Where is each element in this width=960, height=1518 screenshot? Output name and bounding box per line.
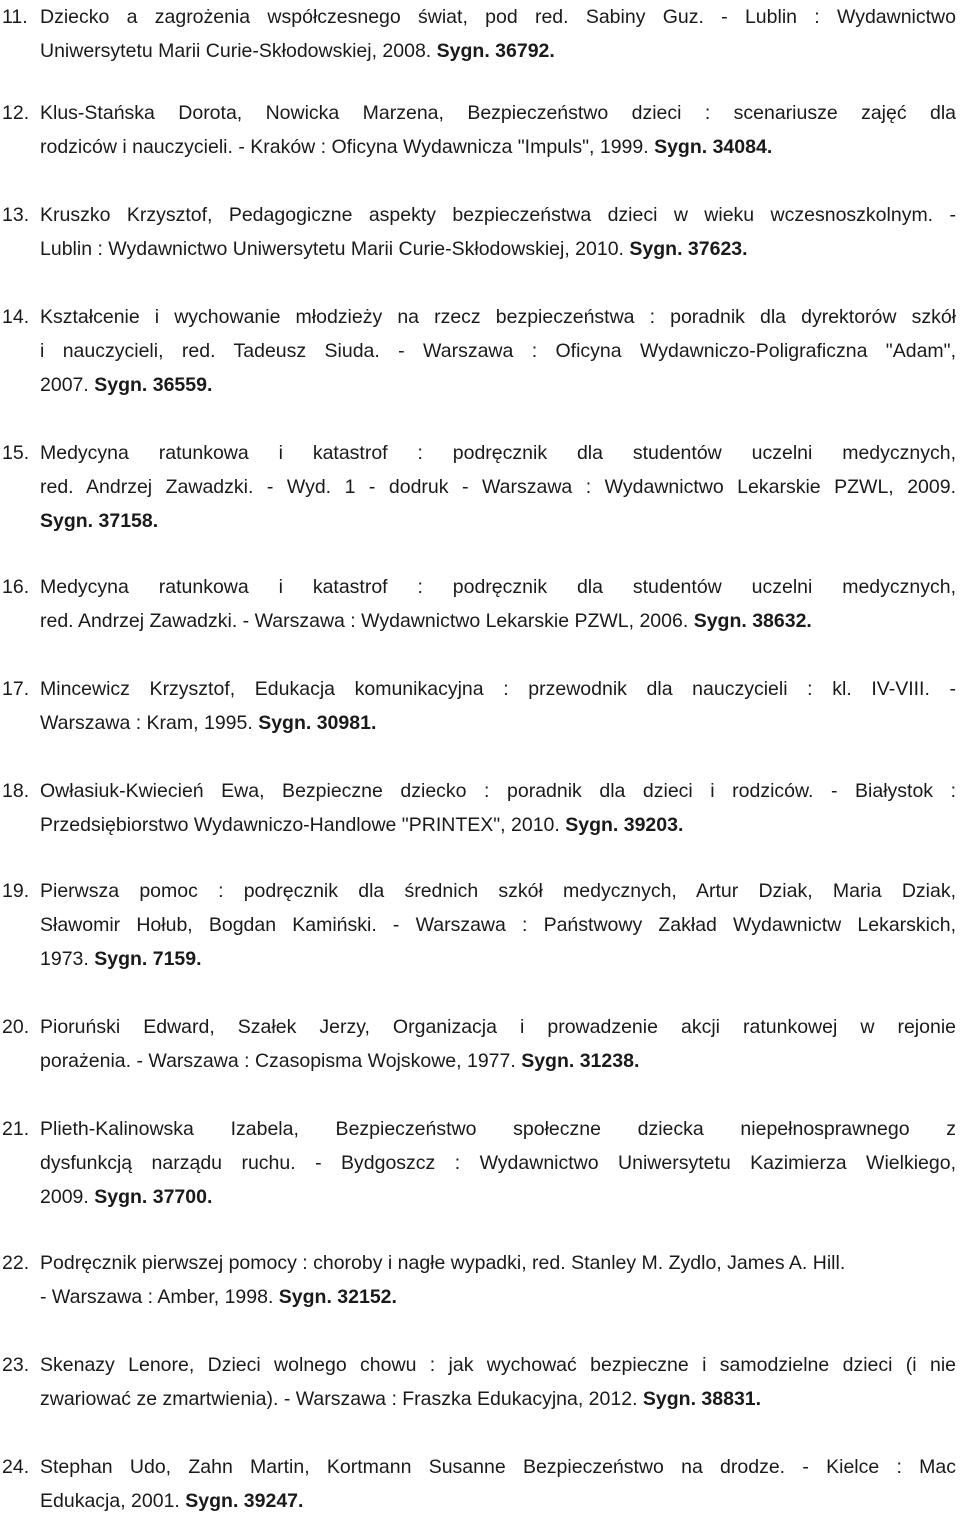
entry-text: Warszawa : Kram, 1995. [40, 712, 253, 734]
entry-text: Mincewicz Krzysztof, Edukacja komunikacyjna : przewodnik dla nauczycieli : kl. IV-VIII. - [40, 678, 956, 700]
entry-line [40, 908, 956, 942]
entry-line [40, 874, 956, 908]
entry-line [40, 368, 956, 402]
bibliography-entry [0, 774, 956, 842]
entry-text: Pierwsza pomoc : podręcznik dla średnich szkół medycznych, Artur Dziak, Maria Dziak, [40, 880, 956, 902]
entry-text: Owłasiuk-Kwiecień Ewa, Bezpieczne dziecko : poradnik dla dzieci i rodziców. - Białystok : [40, 780, 956, 802]
entry-text: porażenia. - Warszawa : Czasopisma Wojskowe, 1977. [40, 1050, 516, 1072]
call-number: Sygn. 31238. [521, 1050, 640, 1072]
entry-line [40, 436, 956, 470]
entry-text: Pioruński Edward, Szałek Jerzy, Organizacja i prowadzenie akcji ratunkowej w rejonie [40, 1016, 956, 1038]
entry-line [40, 808, 956, 842]
entry-line [40, 0, 956, 34]
entry-text: Lublin : Wydawnictwo Uniwersytetu Marii Curie-Skłodowskiej, 2010. [40, 238, 624, 260]
entry-line [40, 1246, 956, 1280]
bibliography-entry [0, 436, 956, 538]
entry-text: Stephan Udo, Zahn Martin, Kortmann Susanne Bezpieczeństwo na drodze. - Kielce : Mac [40, 1456, 956, 1478]
entry-line [40, 942, 956, 976]
call-number: Sygn. 38831. [642, 1388, 762, 1410]
call-number: Sygn. 37623. [629, 238, 748, 260]
call-number: Sygn. 36559. [94, 374, 213, 396]
entry-number: 14. [2, 306, 30, 328]
entry-line [40, 706, 956, 740]
call-number: Sygn. 39203. [565, 814, 684, 836]
entry-line [40, 672, 956, 706]
entry-line [40, 300, 956, 334]
entry-line [40, 1382, 956, 1416]
entry-number: 23. [2, 1354, 30, 1376]
call-number: Sygn. 39247. [185, 1490, 304, 1512]
entry-text: red. Andrzej Zawadzki. - Wyd. 1 - dodruk - Warszawa : Wydawnictwo Lekarskie PZWL, 2009. [40, 476, 956, 498]
entry-line [40, 1484, 956, 1518]
entry-line [40, 774, 956, 808]
call-number: Sygn. 36792. [436, 40, 555, 62]
bibliography-entry [0, 672, 956, 740]
entry-text: zwariować ze zmartwienia). - Warszawa : Fraszka Edukacyjna, 2012. [40, 1388, 638, 1410]
bibliography-entry [0, 1112, 956, 1214]
call-number: Sygn. 30981. [258, 712, 377, 734]
entry-number: 11. [2, 6, 28, 28]
entry-number: 12. [2, 102, 30, 124]
entry-line [40, 1348, 956, 1382]
entry-line [40, 1146, 956, 1180]
entry-number: 18. [2, 780, 30, 802]
entry-text: Przedsiębiorstwo Wydawniczo-Handlowe "PRINTEX", 2010. [40, 814, 560, 836]
bibliography-entry [0, 1450, 956, 1518]
entry-number: 20. [2, 1016, 30, 1038]
bibliography-entry [0, 0, 956, 68]
entry-line [40, 1010, 956, 1044]
entry-text: Edukacja, 2001. [40, 1490, 180, 1512]
entry-line [40, 96, 956, 130]
entry-text: Kruszko Krzysztof, Pedagogiczne aspekty bezpieczeństwa dzieci w wieku wczesnoszkolnym. - [40, 204, 956, 226]
entry-text: dysfunkcją narządu ruchu. - Bydgoszcz : Wydawnictwo Uniwersytetu Kazimierza Wielkiego, [40, 1152, 956, 1174]
bibliography-entry [0, 874, 956, 976]
entry-text: rodziców i nauczycieli. - Kraków : Oficyna Wydawnicza "Impuls", 1999. [40, 136, 649, 158]
entry-text: 2009. [40, 1186, 89, 1208]
entry-text: Uniwersytetu Marii Curie-Skłodowskiej, 2008. [40, 40, 432, 62]
entry-text: Kształcenie i wychowanie młodzieży na rzecz bezpieczeństwa : poradnik dla dyrektorów szkół [40, 306, 956, 328]
entry-line [40, 232, 956, 266]
bibliography-entry [0, 1348, 956, 1416]
entry-line [40, 604, 956, 638]
entry-text: 2007. [40, 374, 89, 396]
entry-line [40, 34, 956, 68]
call-number: Sygn. 7159. [94, 948, 202, 970]
entry-number: 21. [2, 1118, 30, 1140]
entry-text: Medycyna ratunkowa i katastrof : podręcznik dla studentów uczelni medycznych, [40, 576, 956, 598]
call-number: Sygn. 32152. [278, 1286, 397, 1308]
entry-line [40, 1180, 956, 1214]
entry-number: 19. [2, 880, 30, 902]
entry-text: Dziecko a zagrożenia współczesnego świat, pod red. Sabiny Guz. - Lublin : Wydawnictwo [40, 6, 956, 28]
entry-number: 15. [2, 442, 30, 464]
bibliography-entry [0, 96, 956, 164]
bibliography-entry [0, 1010, 956, 1078]
bibliography-entry [0, 300, 956, 402]
bibliography-entry [0, 1246, 956, 1314]
entry-text: 1973. [40, 948, 89, 970]
entry-number: 13. [2, 204, 30, 226]
entry-text: red. Andrzej Zawadzki. - Warszawa : Wydawnictwo Lekarskie PZWL, 2006. [40, 610, 689, 632]
entry-text: Skenazy Lenore, Dzieci wolnego chowu : jak wychować bezpieczne i samodzielne dzieci (i nie [40, 1354, 956, 1376]
entry-text: i nauczycieli, red. Tadeusz Siuda. - Warszawa : Oficyna Wydawniczo-Poligraficzna "Adam", [40, 340, 956, 362]
entry-text: Podręcznik pierwszej pomocy : choroby i nagłe wypadki, red. Stanley M. Zydlo, James A. Hill. [40, 1252, 846, 1274]
entry-number: 17. [2, 678, 30, 700]
bibliography-entry [0, 198, 956, 266]
entry-line [40, 1280, 956, 1314]
entry-number: 22. [2, 1252, 30, 1274]
call-number: Sygn. 38632. [693, 610, 812, 632]
entry-text: Sławomir Hołub, Bogdan Kamiński. - Warszawa : Państwowy Zakład Wydawnictw Lekarskich, [40, 914, 956, 936]
entry-line [40, 130, 956, 164]
entry-number: 24. [2, 1456, 30, 1478]
entry-line [40, 334, 956, 368]
entry-text: Plieth-Kalinowska Izabela, Bezpieczeństwo społeczne dziecka niepełnosprawnego z [40, 1118, 956, 1140]
entry-line [40, 1112, 956, 1146]
call-number: Sygn. 34084. [654, 136, 773, 158]
entry-line [40, 198, 956, 232]
entry-line [40, 1450, 956, 1484]
entry-line [40, 570, 956, 604]
entry-line [40, 504, 956, 538]
call-number: Sygn. 37700. [94, 1186, 213, 1208]
entry-text: Medycyna ratunkowa i katastrof : podręcznik dla studentów uczelni medycznych, [40, 442, 956, 464]
entry-text: Klus-Stańska Dorota, Nowicka Marzena, Bezpieczeństwo dzieci : scenariusze zajęć dla [40, 102, 956, 124]
call-number: Sygn. 37158. [40, 510, 159, 532]
entry-number: 16. [2, 576, 30, 598]
entry-line [40, 1044, 956, 1078]
bibliography-entry [0, 570, 956, 638]
entry-text: - Warszawa : Amber, 1998. [40, 1286, 274, 1308]
entry-line [40, 470, 956, 504]
